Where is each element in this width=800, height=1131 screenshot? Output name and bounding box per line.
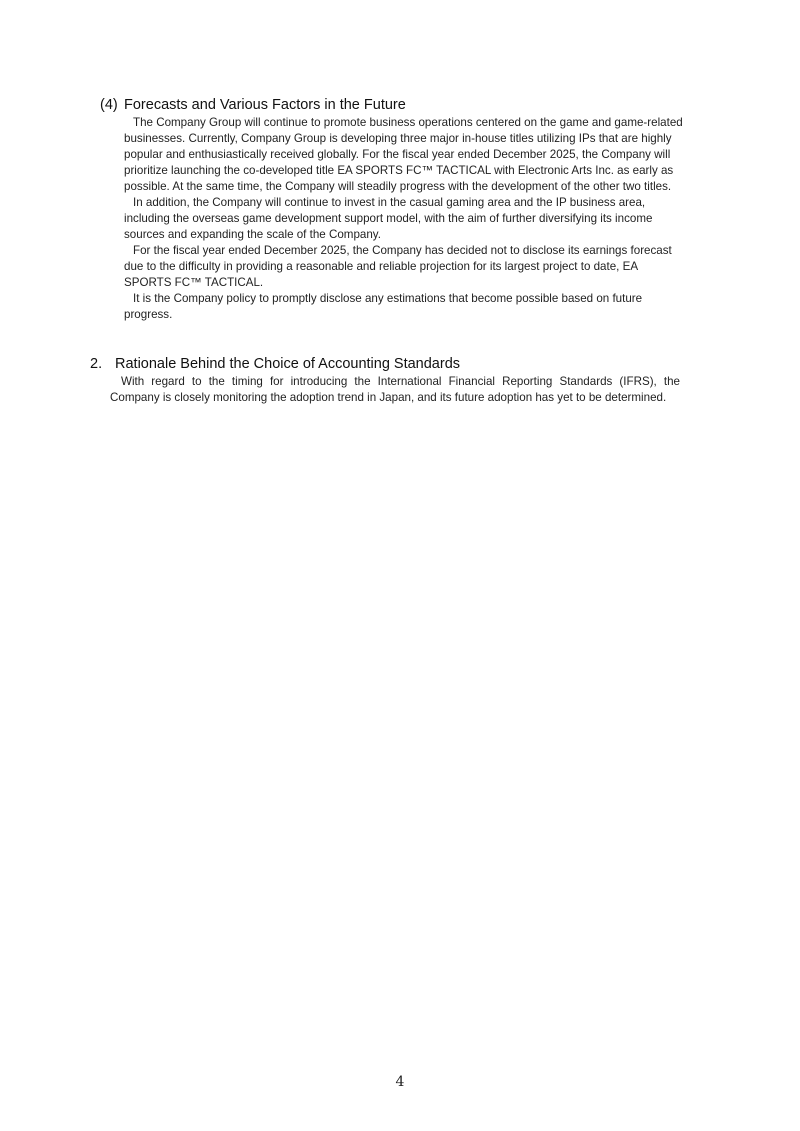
paragraph: It is the Company policy to promptly disclose any estimations that become possible based on future progress. xyxy=(124,292,643,321)
section-heading-accounting-standards xyxy=(90,355,460,373)
section-number: (4) xyxy=(100,97,118,113)
section-title: Forecasts and Various Factors in the Future xyxy=(124,97,406,113)
section-body-accounting-standards xyxy=(110,374,680,406)
page-number: 4 xyxy=(395,1074,405,1090)
section-number: 2. xyxy=(90,356,103,372)
paragraph: With regard to the timing for introducing the International Financial Reporting Standards (IFRS), the Company is closely monitoring the adoption trend in Japan, and its future adoption has yet to be determined. xyxy=(110,375,680,404)
paragraph: The Company Group will continue to promote business operations centered on the game and game-related businesses. Currently, Company Group is developing three major in-house titles utilizing IPs that are highly popular and enthusiastically received globally. For the fiscal year ended December 2025, the Company will prioritize launching the co-developed title EA SPORTS FC™ TACTICAL with Electronic Arts Inc. as early as possible. At the same time, the Company will steadily progress with the development of the other two titles. xyxy=(124,116,683,193)
paragraph: In addition, the Company will continue to invest in the casual gaming area and the IP business area, including the overseas game development support model, with the aim of further diversifying its income sources and expanding the scale of the Company. xyxy=(124,196,653,241)
section-title: Rationale Behind the Choice of Accounting Standards xyxy=(115,356,461,372)
paragraph: For the fiscal year ended December 2025, the Company has decided not to disclose its earnings forecast due to the difficulty in providing a reasonable and reliable projection for its largest project to date, EA SPORTS FC™ TACTICAL. xyxy=(124,244,672,289)
section-heading-forecasts xyxy=(100,96,406,114)
section-body-forecasts xyxy=(124,115,684,323)
